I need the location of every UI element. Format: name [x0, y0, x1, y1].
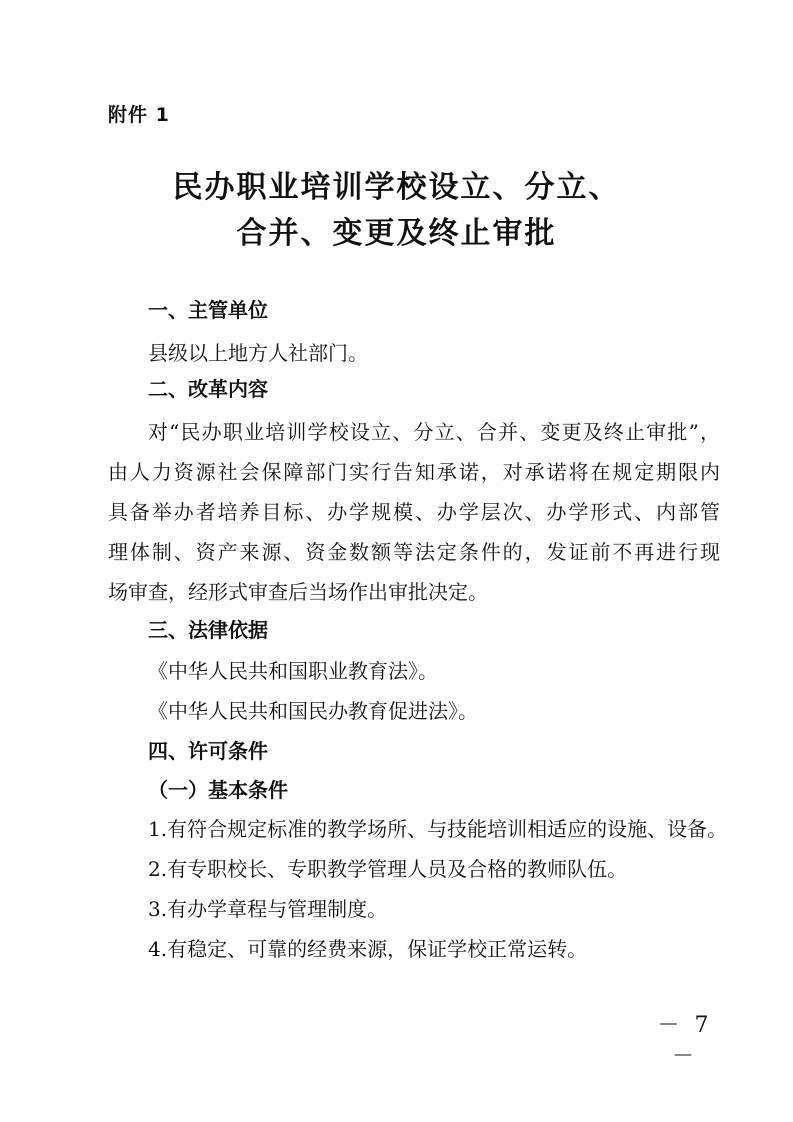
section-heading-reform-content: 二、改革内容 [148, 377, 268, 401]
section-heading-supervising-unit: 一、主管单位 [148, 298, 268, 322]
page-number: － 7 － [657, 1013, 713, 1069]
paragraph-line: 具备举办者培养目标、办学规模、办学层次、办学形式、内部管 [108, 500, 720, 524]
subsection-heading-basic-conditions: （一）基本条件 [148, 778, 288, 802]
document-title-line-1: 民办职业培训学校设立、分立、 [172, 170, 621, 205]
legal-basis-item: 《中华人民共和国民办教育促进法》。 [148, 699, 478, 723]
section-heading-legal-basis: 三、法律依据 [148, 618, 268, 642]
condition-item: 4.有稳定、可靠的经费来源，保证学校正常运转。 [148, 937, 588, 961]
condition-item: 3.有办学章程与管理制度。 [148, 897, 388, 921]
attachment-label: 附件 1 [108, 104, 170, 126]
section-text-supervising-unit: 县级以上地方人社部门。 [148, 341, 368, 365]
condition-item: 2.有专职校长、专职教学管理人员及合格的教师队伍。 [148, 857, 628, 881]
document-title-line-2: 合并、变更及终止审批 [236, 216, 557, 251]
legal-basis-item: 《中华人民共和国职业教育法》。 [148, 659, 438, 683]
paragraph-line: 场审查，经形式审查后当场作出审批决定。 [108, 580, 488, 604]
paragraph-line: 理体制、资产来源、资金数额等法定条件的，发证前不再进行现 [108, 540, 720, 564]
section-heading-license-conditions: 四、许可条件 [148, 739, 268, 763]
condition-item: 1.有符合规定标准的教学场所、与技能培训相适应的设施、设备。 [148, 817, 728, 841]
paragraph-line: 由人力资源社会保障部门实行告知承诺，对承诺将在规定期限内 [108, 460, 720, 484]
paragraph-line: 对“民办职业培训学校设立、分立、合并、变更及终止审批”， [148, 420, 720, 444]
